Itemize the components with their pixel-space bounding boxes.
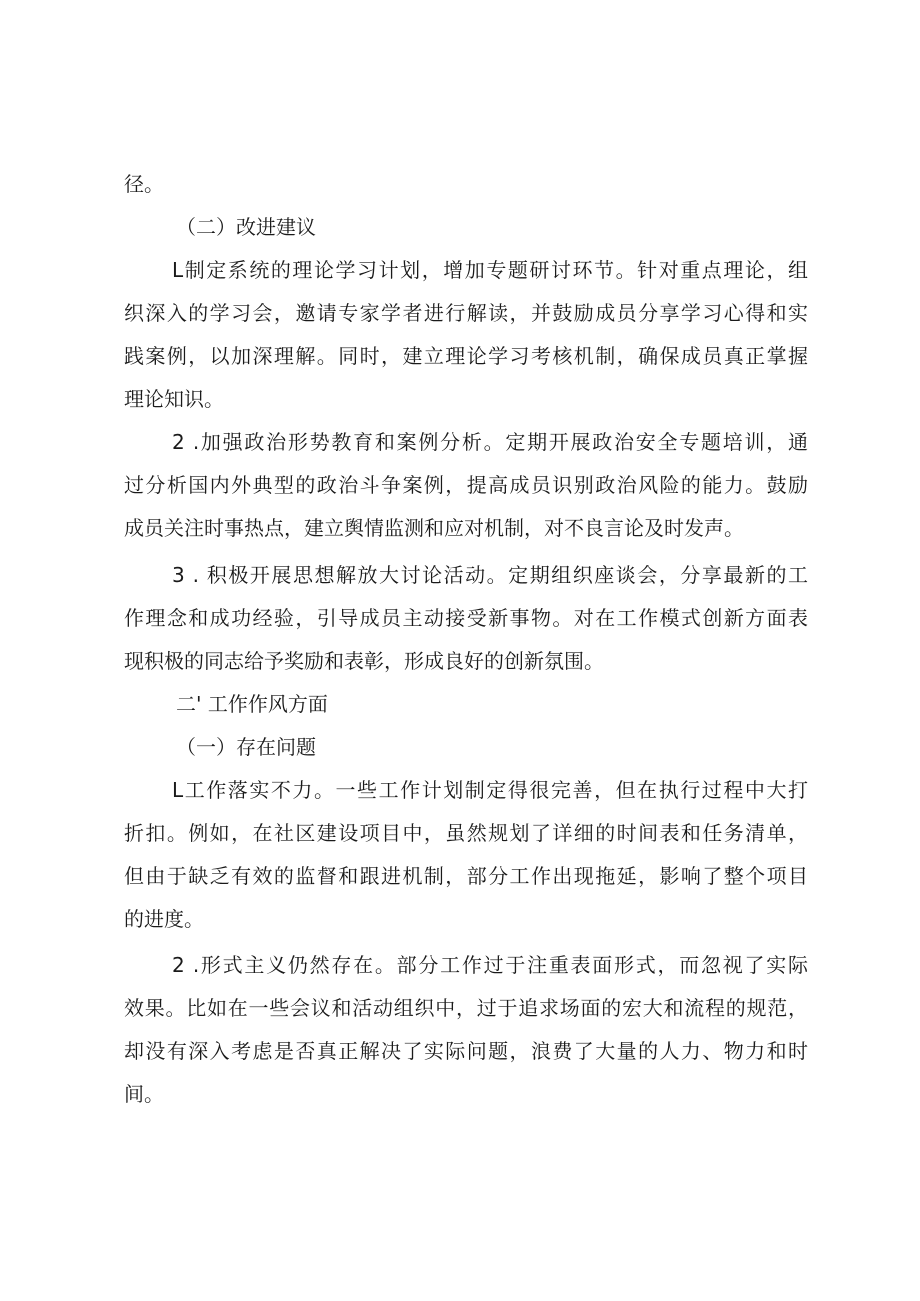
text-line: 过分析国内外典型的政治斗争案例，提高成员识别政治风险的能力。鼓励 [124, 473, 808, 497]
text-line: 却没有深入考虑是否真正解决了实际问题，浪费了大量的人力、物力和时 [124, 1039, 808, 1063]
text-line: 理论知识。 [124, 387, 224, 411]
text-line: 径。 [124, 172, 164, 196]
text-line: 2 .形式主义仍然存在。部分工作过于注重表面形式，而忽视了实际 [172, 953, 808, 977]
section-heading: （一）存在问题 [176, 735, 316, 759]
text-line: 织深入的学习会，邀请专家学者进行解读，并鼓励成员分享学习心得和实 [124, 301, 808, 325]
text-line: 践案例，以加深理解。同时，建立理论学习考核机制，确保成员真正掌握 [124, 344, 808, 368]
text-line: L制定系统的理论学习计划，增加专题研讨环节。针对重点理论，组 [172, 258, 808, 282]
text-line: 2 .加强政治形势教育和案例分析。定期开展政治安全专题培训，通 [172, 430, 808, 454]
section-heading: （二）改进建议 [176, 215, 316, 239]
text-line: 折扣。例如，在社区建设项目中，虽然规划了详细的时间表和任务清单， [124, 821, 808, 845]
text-line: 但由于缺乏有效的监督和跟进机制，部分工作出现拖延，影响了整个项目 [124, 864, 808, 888]
text-line: 3 . 积极开展思想解放大讨论活动。定期组织座谈会，分享最新的工 [172, 563, 808, 587]
text-line: 现积极的同志给予奖励和表彰，形成良好的创新氛围。 [124, 649, 604, 673]
text-line: 成员关注时事热点，建立舆情监测和应对机制，对不良言论及时发声。 [124, 516, 744, 540]
text-line: 的进度。 [124, 907, 204, 931]
text-line: 间。 [124, 1082, 164, 1106]
text-line: L工作落实不力。一些工作计划制定得很完善，但在执行过程中大打 [172, 778, 808, 802]
text-line: 效果。比如在一些会议和活动组织中，过于追求场面的宏大和流程的规范， [124, 996, 808, 1020]
text-line: 作理念和成功经验，引导成员主动接受新事物。对在工作模式创新方面表 [124, 606, 808, 630]
section-heading: 二' 工作作风方面 [176, 692, 328, 716]
